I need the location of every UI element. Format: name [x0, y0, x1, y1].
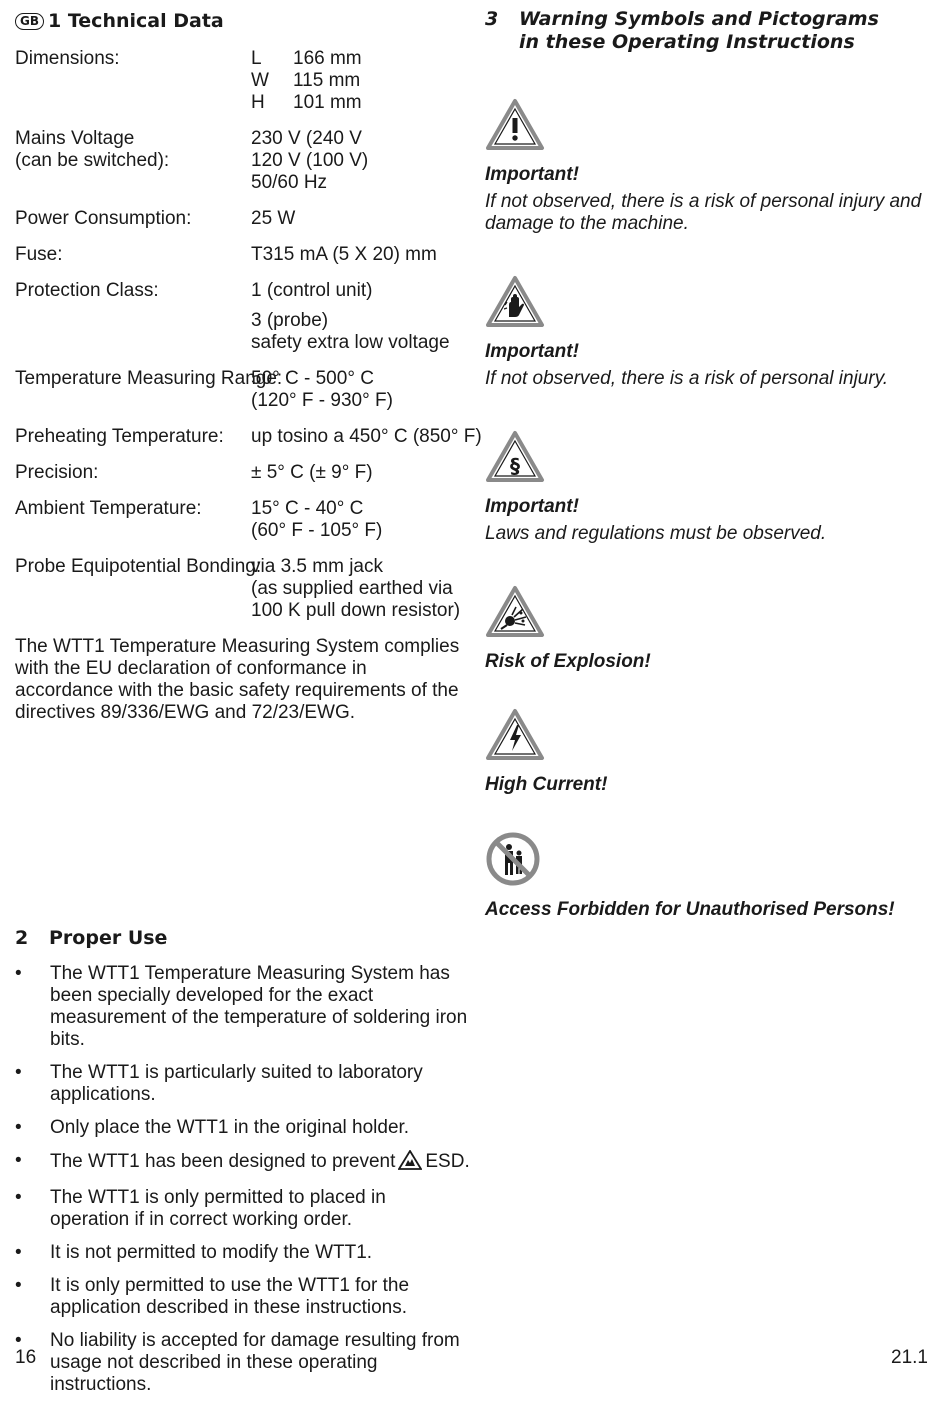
- tech-label: Fuse:: [15, 244, 63, 265]
- section-title: Technical Data: [67, 10, 224, 32]
- warning-laws-regulations: [485, 430, 930, 545]
- tech-value: T315 mA (5 X 20) mm: [251, 244, 437, 265]
- tech-label: Preheating Temperature:: [15, 426, 224, 447]
- hand-warning-icon: [485, 275, 930, 334]
- tech-row-temperature-range: [15, 368, 470, 412]
- list-item: • The WTT1 is only permitted to placed in operation if in correct working order.: [15, 1187, 386, 1230]
- tech-label: Protection Class:: [15, 280, 159, 301]
- tech-row-mains-voltage: [15, 128, 470, 194]
- list-item: • The WTT1 has been designed to prevent ESD.: [15, 1150, 470, 1176]
- proper-use-list: [15, 963, 470, 1396]
- tech-label: [15, 310, 251, 354]
- tech-label: Ambient Temperature:: [15, 498, 202, 519]
- warning-access-forbidden: [485, 831, 930, 922]
- technical-data-heading: [15, 8, 470, 34]
- warning-title: Important!: [485, 164, 579, 185]
- dimension-width: W 115 mm: [251, 70, 361, 91]
- tech-row-preheating: [15, 426, 482, 448]
- warning-symbols-section: [485, 8, 930, 926]
- tech-row-fuse: [15, 244, 470, 266]
- section-title: Warning Symbols and Pictograms in these Operating Instructions: [519, 8, 879, 53]
- list-item: • Only place the WTT1 in the original holder.: [15, 1117, 410, 1138]
- high-voltage-warning-icon: [485, 708, 930, 767]
- tech-row-dimensions: [15, 48, 470, 114]
- explosion-warning-icon: [485, 585, 930, 644]
- dimension-length: L 166 mm: [251, 48, 362, 69]
- proper-use-heading: [15, 925, 470, 951]
- document-code: 21.1: [891, 1347, 928, 1368]
- warning-text: If not observed, there is a risk of personal injury.: [485, 368, 889, 389]
- tech-value: ± 5° C (± 9° F): [251, 462, 373, 483]
- warning-important-injury: [485, 275, 930, 390]
- tech-label: Power Consumption:: [15, 208, 192, 229]
- svg-text:§: §: [510, 454, 520, 478]
- warning-title: Important!: [485, 496, 579, 517]
- tech-value: 1 (control unit): [251, 280, 373, 301]
- proper-use-section: [15, 925, 470, 1407]
- paragraph-warning-icon: [485, 430, 930, 489]
- warning-title: Important!: [485, 341, 579, 362]
- warning-symbols-heading: [485, 8, 930, 54]
- list-item: • The WTT1 is particularly suited to laboratory applications.: [15, 1062, 423, 1105]
- tech-label: Temperature Measuring Range:: [15, 368, 283, 389]
- tech-row-equipotential: [15, 556, 470, 622]
- warning-title: High Current!: [485, 774, 608, 795]
- tech-row-precision: [15, 462, 470, 484]
- warning-explosion: [485, 585, 930, 674]
- tech-label: Mains Voltage (can be switched):: [15, 128, 170, 171]
- section-number: 1: [48, 10, 62, 32]
- warning-text: If not observed, there is a risk of personal injury and damage to the machine.: [485, 191, 922, 234]
- list-item: • No liability is accepted for damage resulting from usage not described in these operating instructions.: [15, 1330, 460, 1395]
- tech-value: [251, 48, 470, 114]
- tech-value: 3 (probe) safety extra low voltage: [251, 310, 450, 353]
- tech-value: via 3.5 mm jack (as supplied earthed via 100 K pull down resistor): [251, 556, 461, 621]
- tech-row-ambient: [15, 498, 470, 542]
- dimension-height: H 101 mm: [251, 92, 362, 113]
- tech-row-protection-class: [15, 280, 470, 302]
- tech-value: 15° C - 40° C (60° F - 105° F): [251, 498, 383, 541]
- list-item: • It is not permitted to modify the WTT1.: [15, 1242, 373, 1263]
- list-item: • The WTT1 Temperature Measuring System has been specially developed for the exact measurement of the temperature of soldering iron bits.: [15, 963, 468, 1050]
- tech-row-protection-class-probe: [15, 310, 470, 354]
- warning-high-current: [485, 708, 930, 797]
- warning-important-machine: [485, 98, 930, 235]
- no-access-icon: [485, 831, 930, 892]
- tech-value: 50° C - 500° C (120° F - 930° F): [251, 368, 393, 411]
- esd-icon: [398, 1150, 422, 1176]
- section-title: Proper Use: [49, 927, 168, 949]
- technical-data-table: [15, 48, 482, 622]
- tech-value: up tosino a 450° C (850° F): [251, 426, 482, 447]
- tech-row-power: [15, 208, 470, 230]
- technical-data-section: [15, 8, 482, 743]
- list-item: • It is only permitted to use the WTT1 for the application described in these instructions.: [15, 1275, 410, 1318]
- tech-value: 230 V (240 V 120 V (100 V) 50/60 Hz: [251, 128, 369, 193]
- warning-title: Risk of Explosion!: [485, 651, 651, 672]
- language-badge: GB: [15, 13, 44, 30]
- tech-label: Precision:: [15, 462, 99, 483]
- page-number: 16: [15, 1347, 37, 1368]
- warning-text: Laws and regulations must be observed.: [485, 523, 827, 544]
- conformance-statement: The WTT1 Temperature Measuring System complies with the EU declaration of conformance in accordance with the basic safety requirements of the directives 89/336/EWG and 72/23/EWG.: [15, 636, 460, 723]
- warning-title: Access Forbidden for Unauthorised Persons!: [485, 899, 895, 920]
- section-number: 2: [15, 927, 29, 949]
- tech-label: Dimensions:: [15, 48, 120, 69]
- section-number: 3: [485, 8, 499, 30]
- tech-label: Probe Equipotential Bonding:: [15, 556, 262, 577]
- exclamation-warning-icon: [485, 98, 930, 157]
- tech-value: 25 W: [251, 208, 296, 229]
